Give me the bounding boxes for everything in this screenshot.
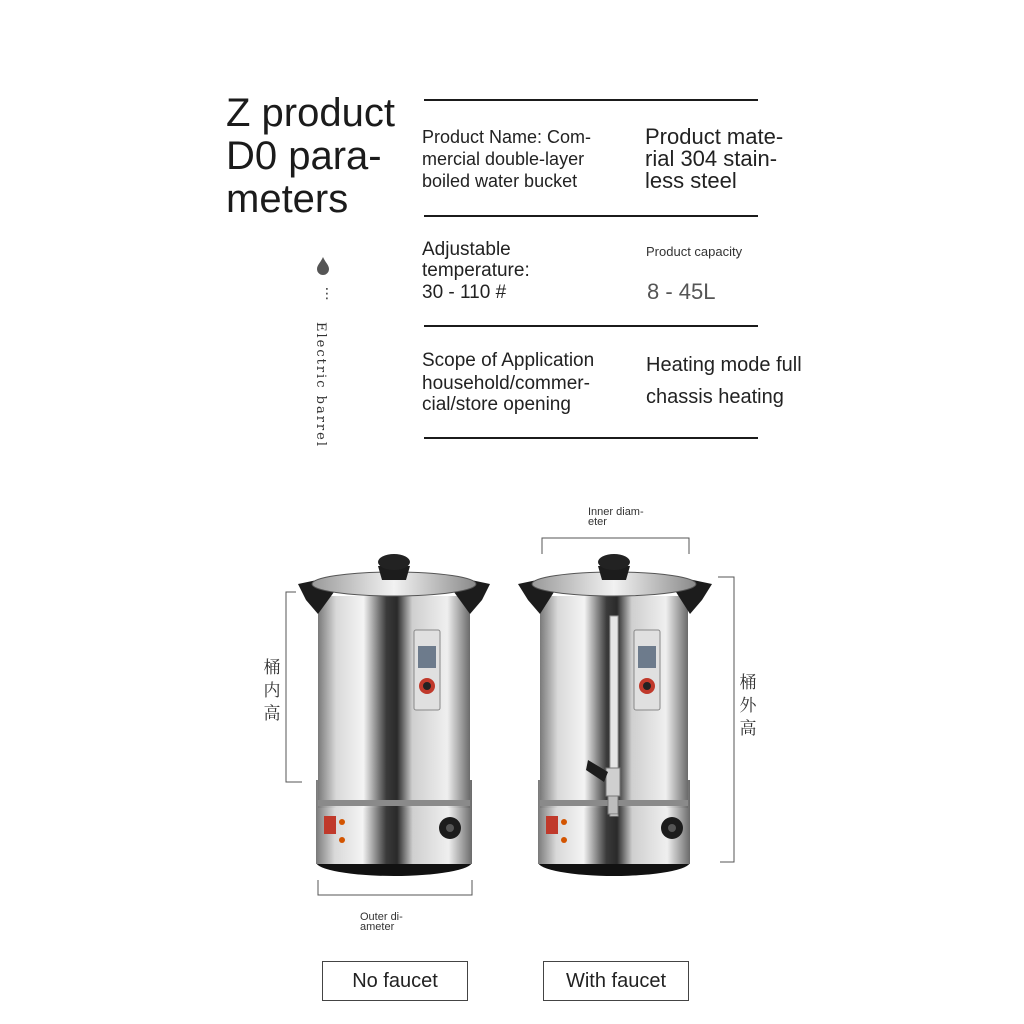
dim-char: 外 <box>739 696 757 715</box>
title-line-2: D0 para- <box>226 134 382 178</box>
no-faucet-label: No faucet <box>322 961 468 1001</box>
spec-capacity-label: Product capacity <box>646 244 743 259</box>
spec-text: Adjustable <box>422 239 511 260</box>
inner-diameter-bracket <box>542 538 689 554</box>
side-caption: Electric barrel <box>313 322 328 448</box>
spec-text: mercial double-layer <box>422 149 585 169</box>
spec-text: cial/store opening <box>422 394 571 415</box>
spec-text: Heating mode full <box>646 354 802 376</box>
spec-text: less steel <box>645 168 737 193</box>
dim-char: 桶 <box>739 673 757 692</box>
dim-char: 内 <box>263 681 281 700</box>
title-line-1: Z product <box>226 91 395 135</box>
dim-char: 桶 <box>263 658 281 677</box>
dim-char: 高 <box>263 704 281 723</box>
spec-text: rial 304 stain- <box>645 146 778 171</box>
spec-text: household/commer- <box>422 373 590 394</box>
spec-capacity-value: 8 - 45L <box>647 279 716 304</box>
spec-text: temperature: <box>422 260 530 281</box>
side-dots: ⋮ <box>320 285 334 301</box>
spec-text: Scope of Application <box>422 350 595 371</box>
dim-text: Inner diam- <box>588 506 644 518</box>
dim-char: 高 <box>739 719 757 738</box>
dim-text: Outer di- <box>360 911 403 923</box>
dim-text: eter <box>588 516 607 528</box>
with-faucet-label: With faucet <box>543 961 689 1001</box>
outer-diameter-bracket <box>318 880 472 895</box>
dim-text: ameter <box>360 921 395 933</box>
spec-text: boiled water bucket <box>422 171 578 191</box>
bucket-no-faucet <box>298 554 490 876</box>
inner-height-bracket <box>286 592 302 782</box>
spec-text: Product Name: Com- <box>422 127 592 147</box>
outer-height-bracket <box>718 577 734 862</box>
spec-text: 30 - 110 # <box>422 282 507 303</box>
spec-text: chassis heating <box>646 386 784 408</box>
title-line-3: meters <box>226 177 349 221</box>
spec-text: Product mate- <box>645 124 784 149</box>
bucket-with-faucet <box>518 554 712 876</box>
